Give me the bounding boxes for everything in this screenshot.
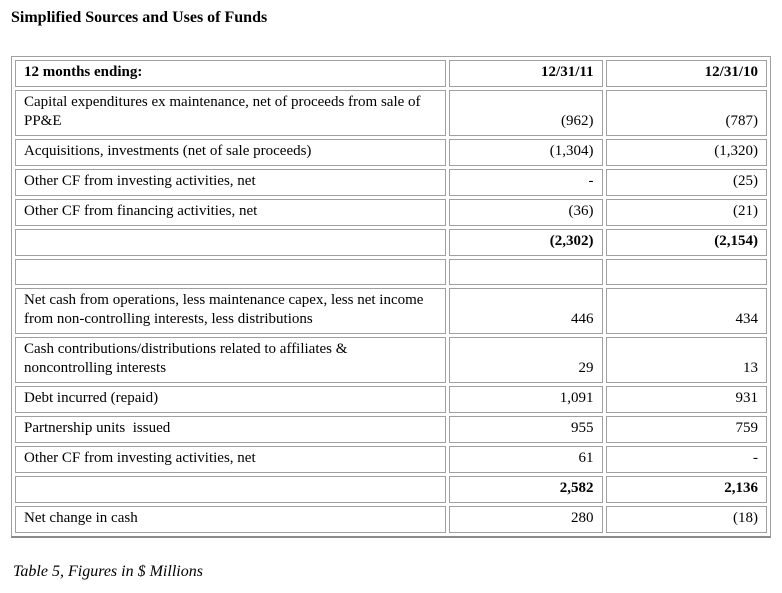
value-2010-cell: - bbox=[606, 446, 767, 473]
value-2011-cell bbox=[449, 259, 602, 285]
table-row bbox=[15, 199, 767, 226]
header-date-2010: 12/31/10 bbox=[606, 60, 767, 87]
value-2010-cell: 434 bbox=[606, 288, 767, 334]
value-2011-cell: 2,582 bbox=[449, 476, 602, 503]
row-label-cell: Net change in cash bbox=[15, 506, 446, 533]
value-2010-cell: 759 bbox=[606, 416, 767, 443]
table-row bbox=[15, 416, 767, 443]
value-2011-cell: 280 bbox=[449, 506, 602, 533]
table-row bbox=[15, 476, 767, 503]
value-2010-cell: 13 bbox=[606, 337, 767, 383]
value-2011-cell: 955 bbox=[449, 416, 602, 443]
value-2011-cell: 1,091 bbox=[449, 386, 602, 413]
value-2010-cell: (2,154) bbox=[606, 229, 767, 256]
row-label-cell bbox=[15, 476, 446, 503]
table-row bbox=[15, 337, 767, 383]
value-2011-cell: 29 bbox=[449, 337, 602, 383]
value-2011-cell: 61 bbox=[449, 446, 602, 473]
row-label-cell: Partnership units issued bbox=[15, 416, 446, 443]
table-row bbox=[15, 139, 767, 166]
header-date-2011: 12/31/11 bbox=[449, 60, 602, 87]
value-2010-cell bbox=[606, 259, 767, 285]
value-2010-cell: (21) bbox=[606, 199, 767, 226]
row-label-cell bbox=[15, 259, 446, 285]
value-2010-cell: (1,320) bbox=[606, 139, 767, 166]
row-label-cell: Cash contributions/distributions related to affiliates & noncontrolling interests bbox=[15, 337, 446, 383]
value-2011-cell: (962) bbox=[449, 90, 602, 136]
table-caption: Table 5, Figures in $ Millions bbox=[13, 563, 203, 580]
row-label-cell bbox=[15, 229, 446, 256]
row-label-cell: Acquisitions, investments (net of sale proceeds) bbox=[15, 139, 446, 166]
value-2011-cell: (1,304) bbox=[449, 139, 602, 166]
value-2011-cell: 446 bbox=[449, 288, 602, 334]
value-2010-cell: (787) bbox=[606, 90, 767, 136]
value-2011-cell: - bbox=[449, 169, 602, 196]
page-title: Simplified Sources and Uses of Funds bbox=[11, 9, 268, 26]
table-body bbox=[15, 60, 767, 533]
table-row bbox=[15, 90, 767, 136]
row-label-cell: Other CF from investing activities, net bbox=[15, 169, 446, 196]
table-row bbox=[15, 259, 767, 285]
row-label-cell: Other CF from financing activities, net bbox=[15, 199, 446, 226]
row-label-cell: Net cash from operations, less maintenance capex, less net income from non-controlling interests, less distributions bbox=[15, 288, 446, 334]
table-row bbox=[15, 446, 767, 473]
row-label-cell: Capital expenditures ex maintenance, net of proceeds from sale of PP&E bbox=[15, 90, 446, 136]
value-2011-cell: (36) bbox=[449, 199, 602, 226]
table-row bbox=[15, 169, 767, 196]
row-label-cell: Other CF from investing activities, net bbox=[15, 446, 446, 473]
table-header-row bbox=[15, 60, 767, 87]
value-2010-cell: (18) bbox=[606, 506, 767, 533]
value-2010-cell: 2,136 bbox=[606, 476, 767, 503]
value-2010-cell: (25) bbox=[606, 169, 767, 196]
row-label-cell: Debt incurred (repaid) bbox=[15, 386, 446, 413]
table-row bbox=[15, 288, 767, 334]
table-row bbox=[15, 506, 767, 533]
value-2010-cell: 931 bbox=[606, 386, 767, 413]
value-2011-cell: (2,302) bbox=[449, 229, 602, 256]
sources-and-uses-table bbox=[11, 56, 771, 538]
table-row bbox=[15, 229, 767, 256]
header-period-label: 12 months ending: bbox=[15, 60, 446, 87]
table-row bbox=[15, 386, 767, 413]
